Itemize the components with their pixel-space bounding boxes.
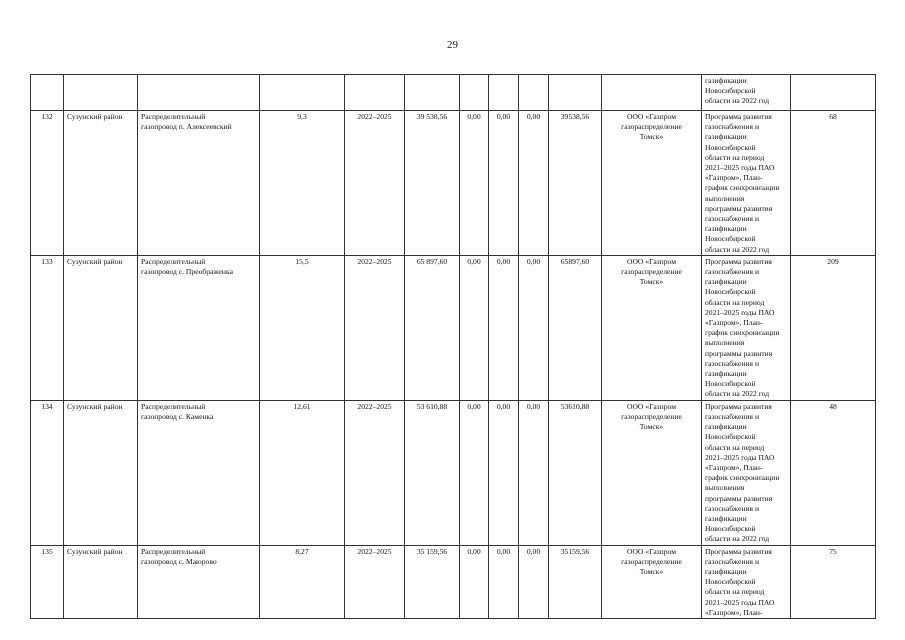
cell-organization [602, 255, 702, 400]
cell-basis-line: газоснабжения и [705, 358, 760, 368]
cell-organization-line: ООО «Газпром [626, 256, 677, 266]
cell-basis-line: 2021–2025 годы ПАО [705, 307, 775, 317]
cell-basis-line: Новосибирской [705, 86, 756, 96]
cell-basis-line: Новосибирской [705, 432, 756, 442]
cell-basis-line: «Газпром», План- [705, 462, 763, 472]
cell-basis-line: «Газпром», План- [705, 173, 763, 183]
cell-organization [602, 111, 702, 256]
cell-total-cost: 53 610,88 [405, 400, 460, 545]
cell-value-4: 35159,56 [549, 545, 602, 618]
cell-basis-line: 2021–2025 годы ПАО [705, 452, 775, 462]
cell-basis-line: области на период [705, 297, 765, 307]
cell-basis-line: области на период [705, 587, 765, 597]
cell-organization-line: газораспределение [621, 556, 682, 566]
cell-basis [702, 111, 791, 256]
cell-basis-line: Новосибирской [705, 524, 756, 534]
cell-organization [602, 545, 702, 618]
cell-object-line: Распределительный [141, 256, 206, 266]
cell-basis [702, 400, 791, 545]
cell-object-line: газопровод с. Преображенка [141, 267, 233, 277]
cell-basis-line: 2021–2025 годы ПАО [705, 597, 775, 607]
table-row [31, 255, 876, 400]
cell-object-line: газопровод с. Каменка [141, 411, 214, 421]
table-cell-empty [345, 75, 405, 111]
cell-value-3: 0,00 [519, 255, 549, 400]
table-row [31, 111, 876, 256]
cell-value-4: 39538,56 [549, 111, 602, 256]
cell-basis-line: области на 2022 год [705, 244, 770, 254]
cell-basis-line: Новосибирской [705, 142, 756, 152]
cell-basis-line: области на 2022 год [705, 534, 770, 544]
table-cell-empty [489, 75, 519, 111]
cell-value-4: 53610,88 [549, 400, 602, 545]
cell-basis-line: газификации [705, 369, 747, 379]
cell-last-value: 48 [791, 400, 876, 545]
cell-basis [702, 255, 791, 400]
cell-basis-line: график синхронизации [705, 328, 780, 338]
table-cell-empty [260, 75, 345, 111]
cell-row-number: 135 [31, 545, 64, 618]
cell-length: 9,3 [260, 111, 345, 256]
cell-object-line: газопровод с. Маюрово [141, 556, 217, 566]
cell-value-3: 0,00 [519, 111, 549, 256]
cell-basis-line: выполнения [705, 338, 745, 348]
table-cell-empty [791, 75, 876, 111]
cell-years: 2022–2025 [345, 400, 405, 545]
cell-basis [702, 545, 791, 618]
cell-basis-line: 2021–2025 годы ПАО [705, 163, 775, 173]
table-row [31, 545, 876, 618]
cell-row-number: 132 [31, 111, 64, 256]
cell-years: 2022–2025 [345, 545, 405, 618]
cell-length: 15,5 [260, 255, 345, 400]
cell-object [138, 545, 260, 618]
cell-years: 2022–2025 [345, 255, 405, 400]
cell-basis-line: Новосибирской [705, 234, 756, 244]
cell-years: 2022–2025 [345, 111, 405, 256]
cell-value-2: 0,00 [489, 400, 519, 545]
cell-district: Сузунский район [64, 400, 138, 545]
cell-basis-line: Новосибирской [705, 287, 756, 297]
cell-total-cost: 65 897,60 [405, 255, 460, 400]
cell-value-1: 0,00 [460, 400, 489, 545]
cell-organization-line: Томск» [639, 132, 664, 142]
cell-basis-line: газификации [705, 277, 747, 287]
cell-organization-line: ООО «Газпром [626, 401, 677, 411]
cell-basis-line: области на период [705, 442, 765, 452]
cell-total-cost: 39 538,56 [405, 111, 460, 256]
cell-basis-line: газификации [705, 76, 747, 85]
table-cell-empty [405, 75, 460, 111]
cell-row-number: 133 [31, 255, 64, 400]
cell-value-1: 0,00 [460, 545, 489, 618]
cell-length: 8,27 [260, 545, 345, 618]
cell-basis-line: Новосибирской [705, 577, 756, 587]
cell-value-3: 0,00 [519, 545, 549, 618]
cell-basis-line: области на период [705, 152, 765, 162]
cell-organization-line: ООО «Газпром [626, 546, 677, 556]
cell-value-1: 0,00 [460, 255, 489, 400]
cell-last-value: 75 [791, 545, 876, 618]
cell-basis-line: газификации [705, 132, 747, 142]
cell-object-line: Распределительный [141, 401, 206, 411]
cell-organization-line: Томск» [639, 277, 664, 287]
table-cell-empty [64, 75, 138, 111]
cell-basis-line: газоснабжения и [705, 122, 760, 132]
cell-basis-line: газификации [705, 224, 747, 234]
cell-basis-line: газоснабжения и [705, 214, 760, 224]
cell-organization-line: ООО «Газпром [626, 112, 677, 121]
cell-basis-line: Программа развития [705, 256, 772, 266]
cell-organization [602, 400, 702, 545]
cell-value-2: 0,00 [489, 545, 519, 618]
cell-basis-line: области на 2022 год [705, 389, 770, 399]
cell-total-cost: 35 159,56 [405, 545, 460, 618]
cell-object [138, 400, 260, 545]
cell-basis-line: области на 2022 год [705, 96, 770, 106]
cell-organization-line: Томск» [639, 422, 664, 432]
cell-basis-line: газоснабжения и [705, 503, 760, 513]
cell-basis-line: Программа развития [705, 112, 772, 121]
cell-basis-line: график синхронизации [705, 183, 780, 193]
cell-value-4: 65897,60 [549, 255, 602, 400]
cell-value-2: 0,00 [489, 255, 519, 400]
cell-basis-line: Новосибирской [705, 379, 756, 389]
table-cell-empty [549, 75, 602, 111]
cell-object-line: газопровод п. Алексеевский [141, 122, 232, 132]
cell-basis [702, 75, 791, 111]
table-cell-empty [460, 75, 489, 111]
cell-object-line: Распределительный [141, 112, 206, 121]
cell-object-line: Распределительный [141, 546, 206, 556]
cell-district: Сузунский район [64, 111, 138, 256]
table-body [31, 75, 876, 619]
cell-object [138, 255, 260, 400]
cell-length: 12,61 [260, 400, 345, 545]
cell-basis-line: «Газпром», План- [705, 607, 763, 617]
cell-basis-line: «Газпром», План- [705, 318, 763, 328]
cell-value-2: 0,00 [489, 111, 519, 256]
cell-row-number: 134 [31, 400, 64, 545]
cell-basis-line: программы развития [705, 203, 773, 213]
cell-basis-line: программы развития [705, 493, 773, 503]
page-number: 29 [447, 39, 458, 51]
table-cell-empty [31, 75, 64, 111]
cell-district: Сузунский район [64, 545, 138, 618]
cell-basis-line: газоснабжения и [705, 411, 760, 421]
cell-basis-line: график синхронизации [705, 473, 780, 483]
cell-basis-line: выполнения [705, 483, 745, 493]
cell-basis-line: газификации [705, 513, 747, 523]
cell-organization-line: газораспределение [621, 122, 682, 132]
cell-district: Сузунский район [64, 255, 138, 400]
cell-basis-line: Программа развития [705, 546, 772, 556]
cell-basis-line: газоснабжения и [705, 267, 760, 277]
table-row [31, 400, 876, 545]
cell-last-value: 68 [791, 111, 876, 256]
cell-basis-line: газоснабжения и [705, 556, 760, 566]
table-cell-empty [519, 75, 549, 111]
cell-organization-line: Томск» [639, 566, 664, 576]
cell-last-value: 209 [791, 255, 876, 400]
cell-value-1: 0,00 [460, 111, 489, 256]
cell-basis-line: газификации [705, 422, 747, 432]
table-row-continuation [31, 75, 876, 111]
table-cell-empty [602, 75, 702, 111]
table-cell-empty [138, 75, 260, 111]
cell-basis-line: программы развития [705, 348, 773, 358]
gas-pipeline-table [30, 74, 876, 619]
cell-basis-line: выполнения [705, 193, 745, 203]
cell-organization-line: газораспределение [621, 267, 682, 277]
cell-basis-line: газификации [705, 566, 747, 576]
cell-organization-line: газораспределение [621, 411, 682, 421]
cell-value-3: 0,00 [519, 400, 549, 545]
cell-object [138, 111, 260, 256]
cell-basis-line: Программа развития [705, 401, 772, 411]
